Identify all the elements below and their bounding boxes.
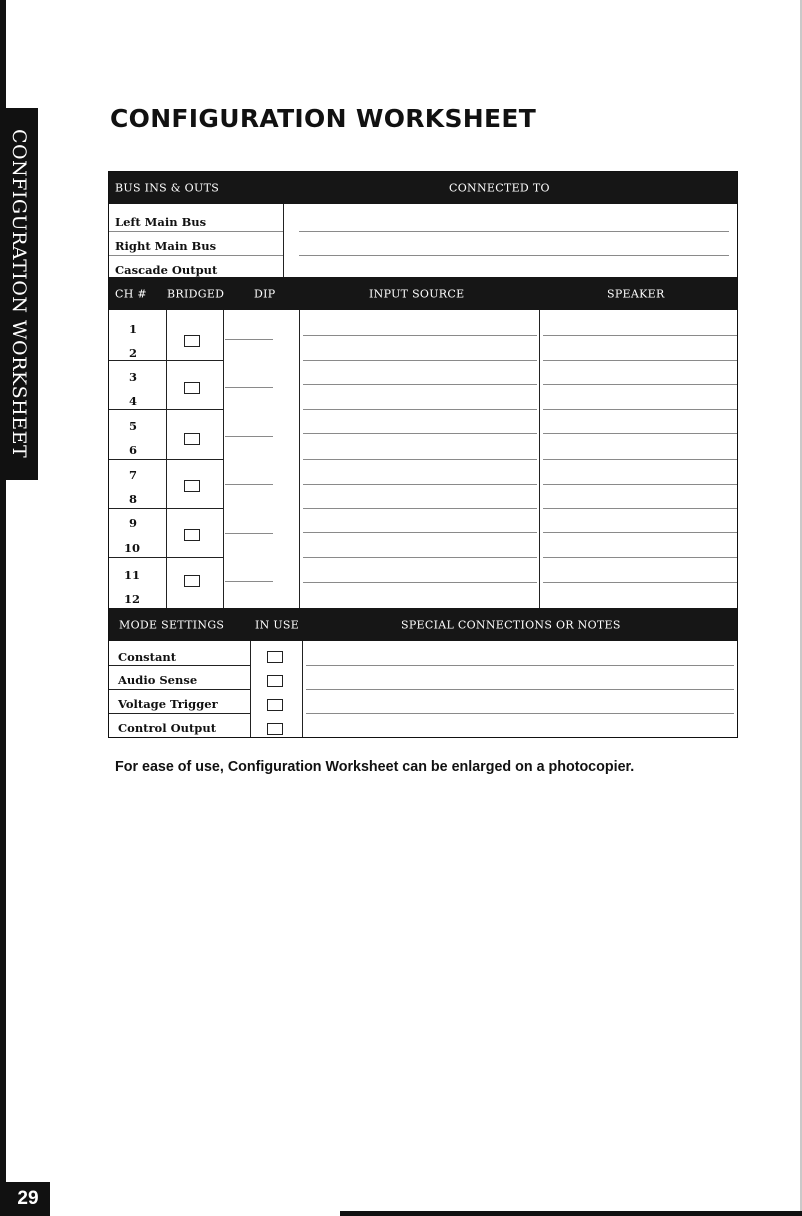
- special-connections-header: SPECIAL CONNECTIONS OR NOTES: [401, 618, 621, 631]
- bus-row-line: [299, 231, 729, 232]
- channel-number: 10: [124, 541, 141, 555]
- channel-pair-separator: [109, 508, 223, 509]
- channel-col-divider: [223, 310, 224, 608]
- channel-pair-separator: [109, 557, 223, 558]
- channel-number: 4: [129, 394, 138, 408]
- dip-header: DIP: [254, 287, 276, 300]
- mode-col-divider: [302, 641, 303, 737]
- bridged-checkbox-1-2[interactable]: [184, 335, 200, 347]
- in-use-checkbox-constant[interactable]: [267, 651, 283, 663]
- bus-row-line: [109, 255, 283, 256]
- channel-number: 6: [129, 443, 138, 457]
- bridged-checkbox-3-4[interactable]: [184, 382, 200, 394]
- channel-number: 2: [129, 346, 138, 360]
- mode-settings-header: MODE SETTINGS: [119, 618, 225, 631]
- channel-number: 12: [124, 592, 141, 606]
- mode-label-control-output: Control Output: [118, 721, 217, 735]
- channel-col-divider: [539, 310, 540, 608]
- speaker-header: SPEAKER: [607, 287, 665, 300]
- mode-label-constant: Constant: [118, 650, 177, 664]
- mode-row-line: [109, 713, 250, 714]
- bridged-checkbox-7-8[interactable]: [184, 480, 200, 492]
- channel-number: 8: [129, 492, 138, 506]
- bridged-checkbox-5-6[interactable]: [184, 433, 200, 445]
- ch-number-header: CH #: [115, 287, 147, 300]
- page-title: CONFIGURATION WORKSHEET: [110, 104, 537, 133]
- in-use-header: IN USE: [255, 618, 300, 631]
- in-use-checkbox-control-output[interactable]: [267, 723, 283, 735]
- mode-label-voltage-trigger: Voltage Trigger: [118, 697, 218, 711]
- connected-to-header: CONNECTED TO: [449, 181, 550, 195]
- bus-row-label: Right Main Bus: [115, 239, 217, 253]
- bus-row-line: [299, 255, 729, 256]
- channel-pair-separator: [109, 409, 223, 410]
- channel-pair-separator: [109, 360, 223, 361]
- bus-divider: [283, 204, 284, 277]
- channel-col-divider: [299, 310, 300, 608]
- bus-row-label: Cascade Output: [115, 263, 218, 277]
- channel-number: 9: [129, 516, 138, 530]
- channel-number: 1: [129, 322, 138, 336]
- bridged-checkbox-9-10[interactable]: [184, 529, 200, 541]
- bridged-header: BRIDGED: [167, 287, 225, 300]
- side-tab-label: CONFIGURATION WORKSHEET: [8, 129, 30, 459]
- channel-number: 11: [124, 568, 141, 582]
- channel-number: 7: [129, 468, 138, 482]
- in-use-checkbox-voltage-trigger[interactable]: [267, 699, 283, 711]
- channel-pair-separator: [109, 459, 223, 460]
- channel-number: 3: [129, 370, 138, 384]
- mode-header-band: [109, 608, 737, 641]
- channel-number: 5: [129, 419, 138, 433]
- bus-ins-outs-header: BUS INS & OUTS: [115, 181, 220, 195]
- mode-row-line: [109, 689, 250, 690]
- bus-row-label: Left Main Bus: [115, 215, 207, 229]
- in-use-checkbox-audio-sense[interactable]: [267, 675, 283, 687]
- bus-row-line: [109, 231, 283, 232]
- bridged-checkbox-11-12[interactable]: [184, 575, 200, 587]
- section-side-tab: [0, 108, 38, 480]
- mode-row-line: [109, 665, 250, 666]
- mode-col-divider: [250, 641, 251, 737]
- bottom-page-rule: [340, 1211, 802, 1216]
- mode-label-audio-sense: Audio Sense: [118, 673, 198, 687]
- channel-header-band: [109, 277, 737, 310]
- footnote: For ease of use, Configuration Worksheet can be enlarged on a photocopier.: [115, 759, 635, 775]
- configuration-worksheet-table: [108, 171, 738, 738]
- bus-header-band: [109, 172, 737, 204]
- input-source-header: INPUT SOURCE: [369, 287, 465, 300]
- page-number: 29: [6, 1182, 50, 1216]
